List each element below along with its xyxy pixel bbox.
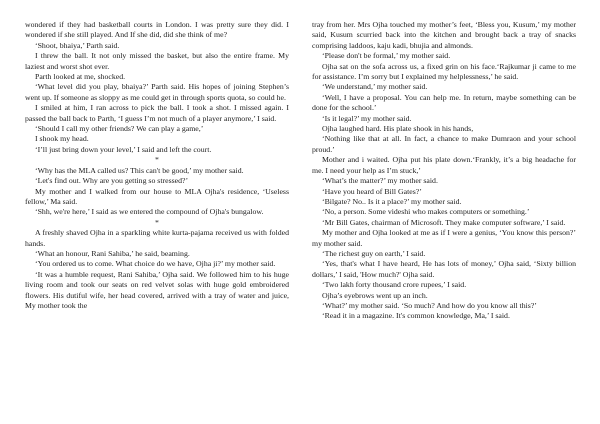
- paragraph: I threw the ball. It not only missed the basket, but also the entire frame. My laziest and worst shot ever.: [25, 51, 289, 71]
- paragraph: I shook my head.: [35, 134, 89, 144]
- paragraph: Ojha sat on the sofa across us, a fixed grin on his face.‘Rajkumar ji came to me for assistance. I’m sorry but I explained my helplessness,’ he said.: [312, 61, 576, 82]
- paragraph: My mother and Ojha looked at me as if I were a genius, ‘You know this person?’ my mother said.: [312, 228, 576, 248]
- paragraph: ‘I’ll just bring down your level,’ I said and left the court.: [35, 144, 212, 154]
- paragraph: ‘What?’ my mother said. ‘So much? And how do you know all this?’: [322, 300, 537, 310]
- left-page: [25, 20, 289, 311]
- paragraph: wondered if they had basketball courts in London. I was pretty sure they did. I wondered if she still played. And If she did, did she think of me?: [25, 20, 289, 40]
- paragraph: ‘Two lakh forty thousand crore rupees,’ I said.: [322, 280, 467, 290]
- paragraph: Ojha’s eyebrows went up an inch.: [322, 290, 428, 300]
- paragraph: ‘Should I call my other friends? We can play a game,’: [35, 124, 204, 134]
- paragraph: ‘You ordered us to come. What choice do we have, Ojha ji?’ my mother said.: [35, 259, 276, 269]
- paragraph: ‘What’s the matter?’ my mother said.: [322, 176, 438, 186]
- paragraph: ‘The richest guy on earth,’ I said.: [322, 248, 426, 258]
- paragraph: ‘What level did you play, bhaiya?’ Parth said. His hopes of joining Stephen’s went up. If someone as sloppy as me could get in through sports quota, so could he.: [25, 82, 289, 102]
- paragraph: ‘No, a person. Some videshi who makes computers or something.’: [322, 207, 530, 217]
- paragraph: Ojha laughed hard. His plate shook in his hands,: [322, 124, 474, 134]
- paragraph: ‘Bilgate? No.. Is it a place?’ my mother said.: [322, 196, 462, 206]
- paragraph: ‘Have you heard of Bill Gates?’: [322, 186, 422, 196]
- paragraph: ‘Well, I have a proposal. You can help me. In return, maybe something can be done for the school.’: [312, 92, 576, 113]
- paragraph: ‘Why has the MLA called us? This can't be good,’ my mother said.: [35, 165, 244, 175]
- paragraph: ‘Let's find out. Why are you getting so stressed?’: [35, 176, 189, 186]
- paragraph: ‘Nothing like that at all. In fact, a chance to make Dumraon and your school proud.’: [312, 134, 576, 154]
- paragraph: ‘Read it in a magazine. It's common knowledge, Ma,’ I said.: [322, 311, 510, 321]
- paragraph: A freshly shaved Ojha in a sparkling white kurta-pajama received us with folded hands.: [25, 228, 289, 248]
- paragraph: I smiled at him, I ran across to pick the ball. I took a shot. I missed again. I passed the ball back to Parth, ‘I guess I’m not much of a player anymore,’ I said.: [25, 103, 289, 123]
- paragraph: ‘Is it legal?’ my mother said.: [322, 113, 412, 123]
- paragraph: ‘What an honour, Rani Sahiba,’ he said, beaming.: [35, 248, 190, 258]
- paragraph: ‘Yes, that's what I have heard, He has lots of money,’ Ojha said, ‘Sixty billion dollars,’ I said, 'How much?' Ojha said.: [312, 259, 576, 279]
- paragraph: My mother and I walked from our house to MLA Ojha's residence, ‘Useless fellow,’ Ma said.: [25, 186, 289, 206]
- paragraph: Mother and i waited. Ojha put his plate down.‘Frankly, it’s a big headache for me. I need your help as I’m stuck,’: [312, 155, 576, 175]
- paragraph: Parth looked at me, shocked.: [35, 72, 126, 82]
- paragraph: ‘Shoot, bhaiya,’ Parth said.: [35, 40, 120, 50]
- right-page: [312, 20, 576, 322]
- paragraph: ‘Please don't be formal,’ my mother said.: [322, 51, 451, 61]
- paragraph: ‘Mr Bill Gates, chairman of Microsoft. They make computer software,’ I said.: [322, 217, 566, 227]
- section-separator: *: [155, 155, 159, 165]
- section-separator: *: [155, 217, 159, 227]
- paragraph: ‘Shh, we're here,’ I said as we entered the compound of Ojha's bungalow.: [35, 207, 264, 217]
- paragraph: ‘It was a humble request, Rani Sahiba,’ Ojha said. We followed him to his huge living room and took our seats on red velvet solas with huge gold embroidered flowers. His dutiful wife, her head covered, arrived with a tray of water and juice, My mother took the: [25, 269, 289, 310]
- paragraph: ‘We understand,’ my mother said.: [322, 82, 428, 92]
- paragraph: tray from her. Mrs Ojha touched my mother’s feet, ‘Bless you, Kusum,’ my mother said, Kusum scurried back into the kitchen and brought back a tray of snacks comprising laddoos, kaju kadi, bhujia and almonds.: [312, 20, 576, 50]
